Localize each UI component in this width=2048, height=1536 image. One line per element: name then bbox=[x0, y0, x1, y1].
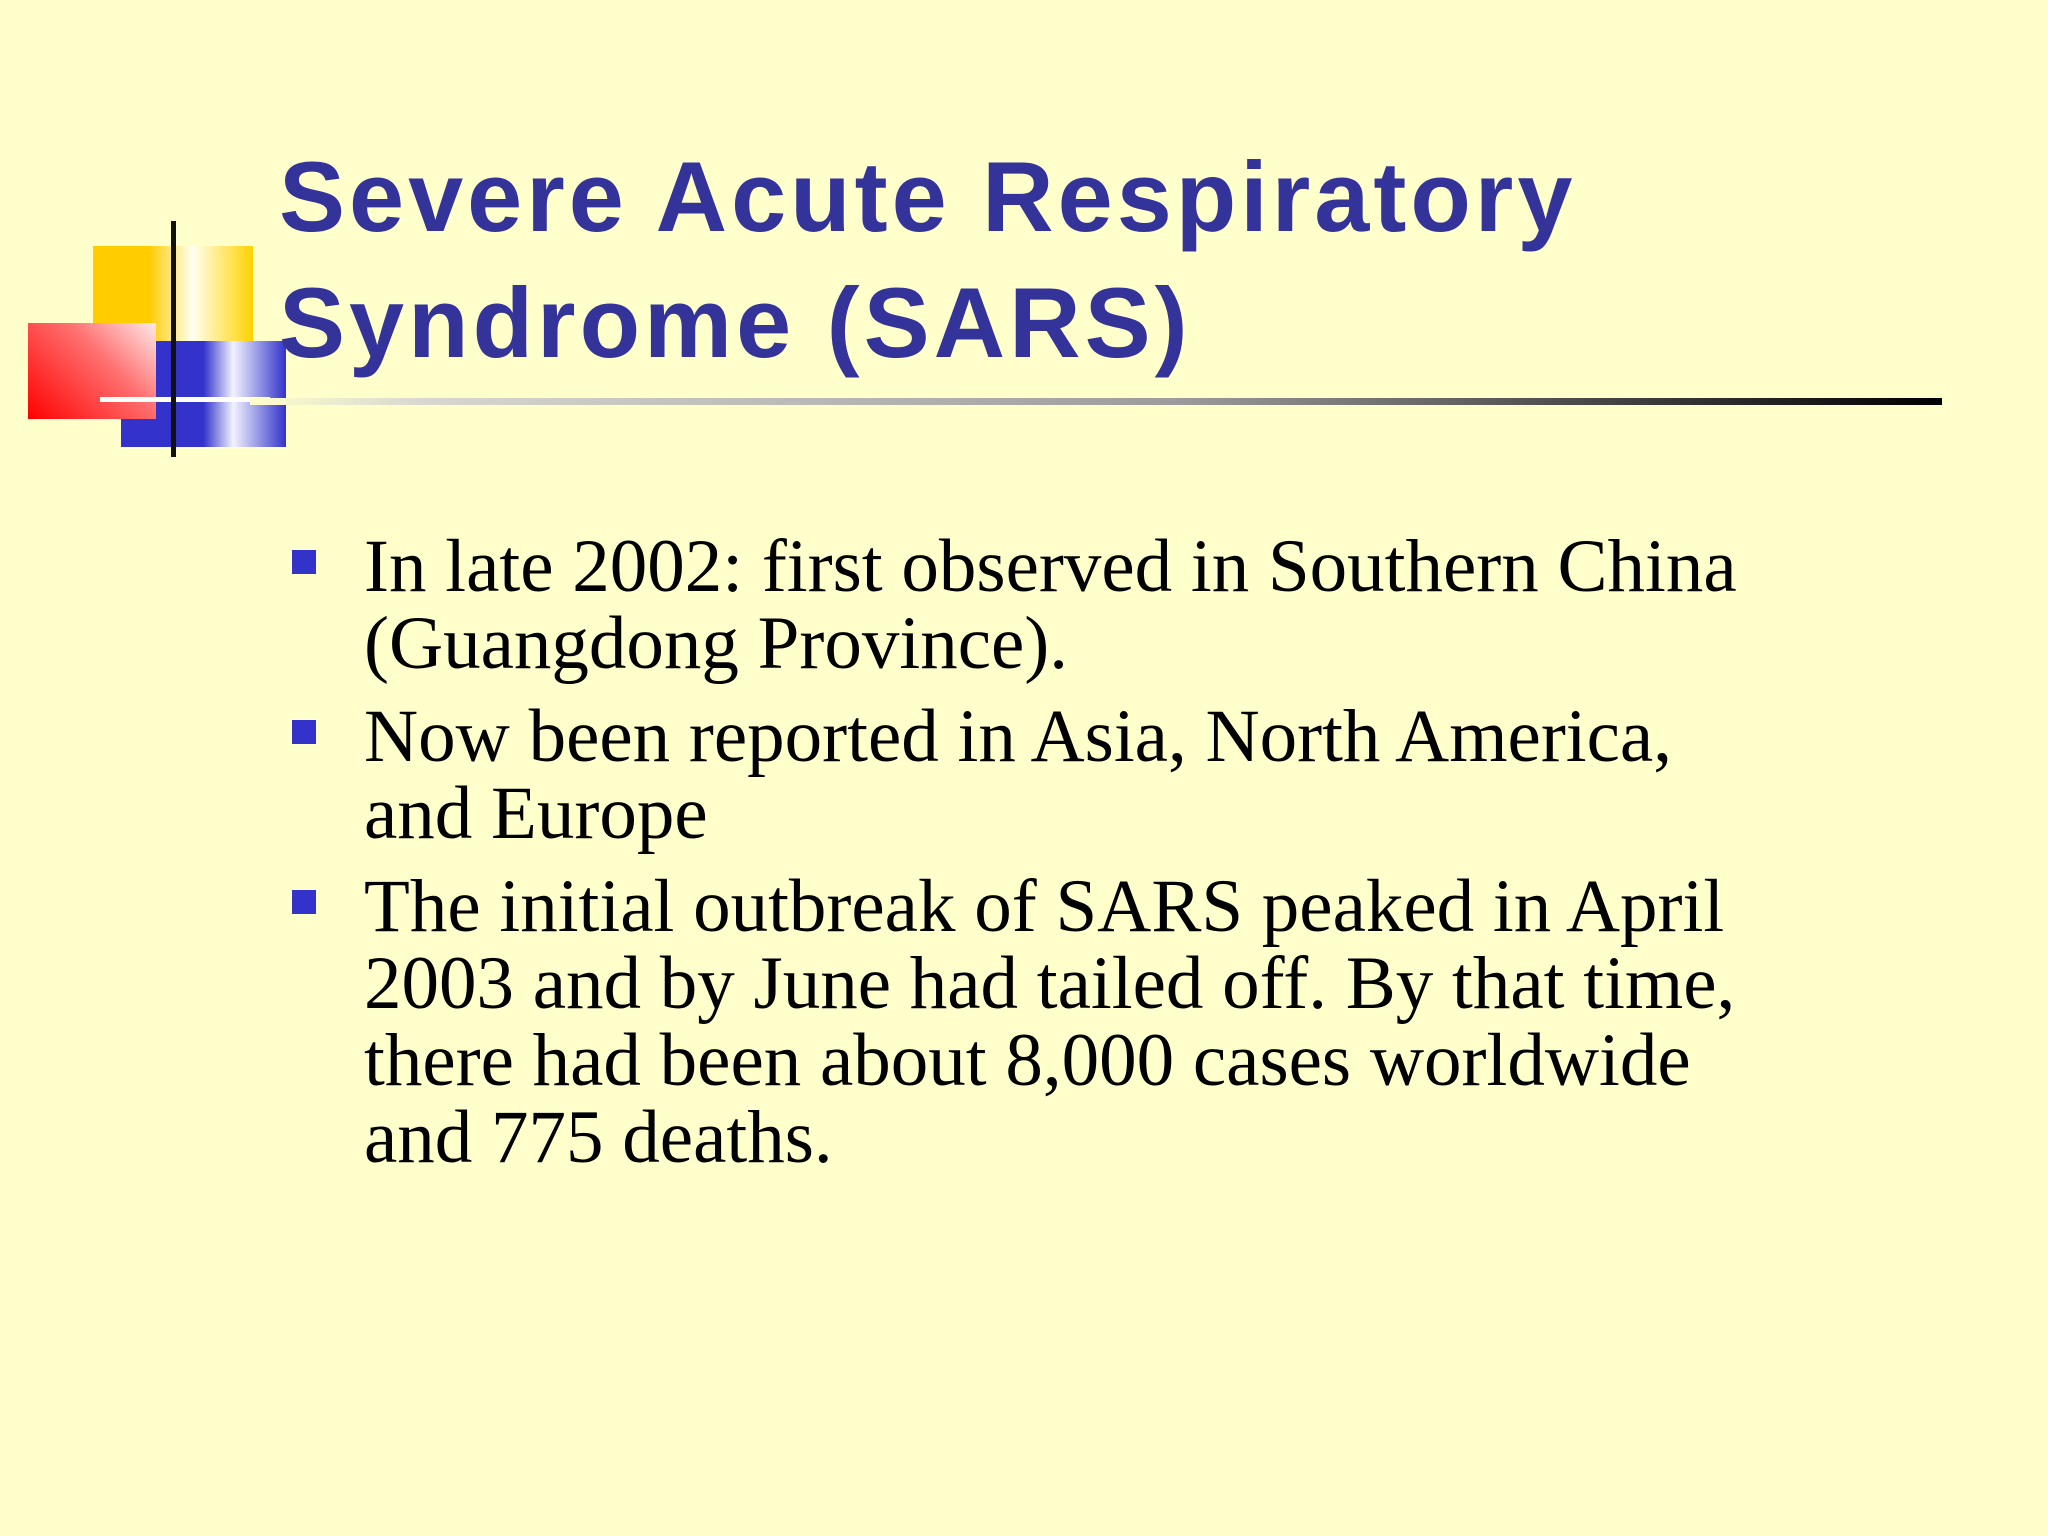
white-line-decoration bbox=[100, 397, 270, 402]
bullet-list bbox=[280, 525, 1780, 1192]
square-bullet-icon bbox=[292, 890, 316, 914]
bullet-text: Now been reported in Asia, North America, and Europe bbox=[364, 695, 1672, 855]
slide-title: Severe Acute Respiratory Syndrome (SARS) bbox=[279, 141, 1577, 378]
bullet-text: In late 2002: first observed in Southern China (Guangdong Province). bbox=[364, 525, 1737, 685]
bullet-text: The initial outbreak of SARS peaked in April 2003 and by June had tailed off. By that time, there had been about 8,000 cases worldwide and 775 deaths. bbox=[364, 865, 1736, 1179]
bullet-item bbox=[280, 695, 1780, 855]
square-bullet-icon bbox=[292, 720, 316, 744]
square-bullet-icon bbox=[292, 550, 316, 574]
red-square-decoration bbox=[28, 323, 156, 419]
title-underline bbox=[250, 398, 1942, 405]
bullet-item bbox=[280, 525, 1780, 685]
bullet-item bbox=[280, 865, 1780, 1179]
vertical-line-decoration bbox=[171, 221, 176, 457]
